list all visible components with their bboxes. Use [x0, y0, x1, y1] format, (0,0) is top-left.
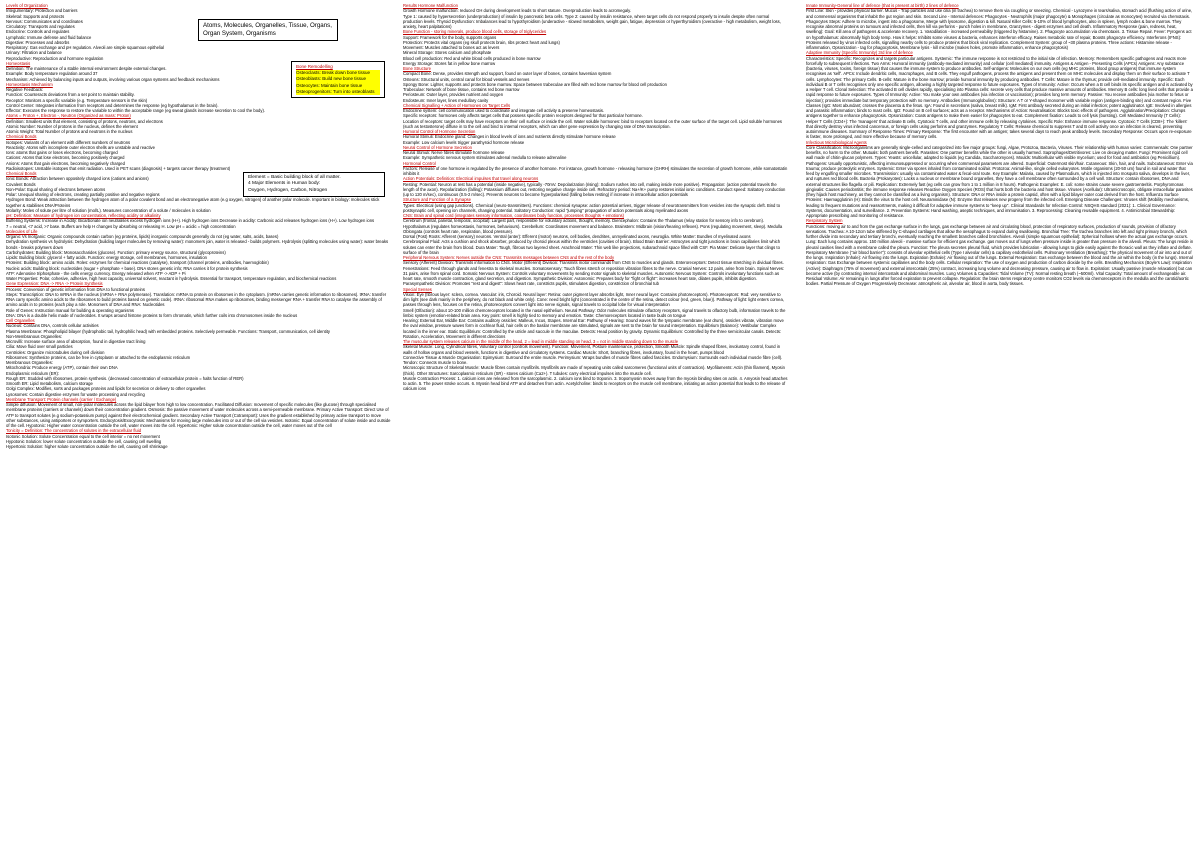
note-paragraph: Isotonic Solution: Solute Concentration equal to the cell interior = no net movement [6, 433, 160, 439]
section-heading: pH: Definition: Measure of hydrogen ion concentration, reflecting acidity or alkalinity [6, 213, 161, 218]
note-paragraph: Isotopes: Variants of an element with different numbers of neutrons [6, 139, 131, 145]
levels-of-organisation-box [198, 19, 338, 41]
note-paragraph: Protection: Protects vital organs (eg skull protects brain, ribs protect heart and lungs) [403, 39, 560, 45]
note-paragraph: Example: Low calcium levels trigger parathyroid hormone release [403, 139, 525, 145]
note-paragraph: Reactivity: Atoms with incomplete outer electron shells are unstable and reactive [6, 144, 155, 150]
note-paragraph: Support: Framework for the body, supports organs [403, 34, 497, 40]
note-paragraph: Example: Body temperature regulation around 37 [6, 71, 98, 77]
section-heading: Molecules of Life [6, 228, 38, 234]
note-paragraph: Smell (Olfaction): about 10-100 million chemoreceptors located in the nasal epithelium. Neural Pathway: Odor molecules stimulate olfactory receptors, signal travels to olfactory bulb, information travels to the limbic system (emotion-related brain area. Key point: smell is highly tied to memory and emotion. Taste: Chemoreceptors located in taste buds on tongue [403, 307, 786, 318]
note-paragraph: Plasma Membrane: Phospholipid bilayer (hydrophobic tail, hydrophilic head) with embedded proteins. Selectively permeable. Functions: Transport, communication, cell identity [6, 328, 330, 334]
section-heading: Infectious Microbiological Agents [806, 139, 867, 145]
note-paragraph: Ribosomes: Synthesize proteins, can be free in cytoplasm or attached to the endoplasmic reticulum [6, 354, 191, 360]
note-paragraph: Non-Membranous Organelles: [6, 333, 63, 339]
section-heading: Chemical Signalling + Action of Hormones on Target Cells [403, 102, 511, 108]
note-paragraph: Factors: Release of one hormone is regulated by the presence of another hormone. For instance, growth hormone - releasing hormone (GHRH) stimulates the secretion of growth hormone, while somatostatin inhibits it [403, 165, 788, 176]
remodel-box-title: Bone Remodelling [296, 64, 333, 69]
note-paragraph: Buffering Systems: Increase in Acidity: Bicarbonate ion neutralises excess hydrogen ions (H+). High hydrogen ions Decrease in acidity: Carbonic acid releases hydrogen ions (H+). Low hydrogen ions [6, 218, 375, 224]
section-heading: Tonicity = Definition: The concentration of solutes in the extracellular fluid [6, 428, 142, 434]
section-heading: Chemical Bonds [6, 134, 37, 140]
note-paragraph: Carbohydrates: Building block: Monosaccharides (glucose). Function: primary energy source, structural (glycoproteins) [6, 249, 226, 255]
note-paragraph: Effector: Executes the response to restore the variable to within the acceptable range (eg sweat glands increase secretion to cool the body). [6, 108, 265, 113]
elements-box [243, 172, 385, 197]
notes-column-3 [806, 3, 1194, 846]
section-heading: Humoral Control of Hormone Secretion [403, 129, 476, 134]
note-paragraph: Integumentary: Protection and barriers [6, 8, 78, 14]
note-paragraph: Cerebrospinal Fluid: Acts a cushion and shock absorber, produced by choroid plexus within the ventricles (cavities of brain). Blood Brain Barrier: Astrocytes and tight junctions in brain capillaries limit which solutes can enter the brain from blood. Dura Mater: Tough, fibrous two layered sheet. Arachnoid Mater: Thin web like projections, subarachnoid space filled with CSF. Pia Mater: Delicate layer that clings to surface of the brain [403, 239, 781, 255]
note-paragraph: Sensory (Afferent) Division: Transmits information to CNS. Motor (Efferent) Division: Transmits motor commands from CNS to muscles and glands. Enteroreceptors: Detect tissue stretching in dividual fibres. Fenestrations: Feed through glands and fenestra to skeletal muscles. Somatosensory: Touch fibres stretch or reposition vibration fibres to the nerve. Cranial Nerves: 12 pairs, arise from brain. Spinal Nerves: 31 pairs, arise from spinal cord. Somatic Nervous System: Controls voluntary movements by sending motor signals to skeletal muscles. Autonomic Nervous System: Controls involuntary functions such as heart rate, smooth muscle contraction, gland secretion, and digestion. Sympathetic Division: Autonomic: Prepares body for "fight or flight": increases heart rate, dilates pupils, inhibits digestion. Parasympathetic Division: Promotes "rest and digest": Slows heart rate, constricts pupils, stimulates digestion, constriction of bronchial tub [403, 260, 785, 287]
note-paragraph: Anions: Atoms that gain electrons, becoming negatively charged [6, 160, 125, 166]
note-paragraph: Polar: Unequal sharing of electrons, creating partially positive and negative regions [6, 192, 160, 197]
note-paragraph: Cerebrum (frontal, parietal, temporal, occipital): Largest part, responsible for voluntary actions, thought, memory. Diencephalon: Contains the Thalamus (relay station for sensory info to cerebrum). Hypothalamus (regulates homeostasis, hormones, behaviours). Cerebellum: Coordinates movement and balance. Brainstem: Midbrain (vision/hearing reflexes). Pons (regulating movement, sleep). Medulla Oblongata (controls heart rate, respiration, blood pressure). [403, 218, 783, 234]
note-paragraph: Compact Bone: Dense, provides strength and support, found on outer layer of bones, contains haversian system [403, 71, 612, 77]
note-paragraph: Atomic Number: Number of protons in the nucleus, defines the element [6, 123, 138, 129]
note-paragraph: Simple diffusion: Movement of small, non-polar molecules across the lipid bilayer from high to low concentration. Facilitated Diffusion: movement of specific molecules (like glucose) through specialised membrane proteins (carriers or channels) down their concentration gradient. Osmosis: the passive movement of water molecules across a semi-permeable membrane. Primary Active Transport: Direct Use of ATP to transport solutes (e.g sodium-potassium pump) against their electrochemical gradient. Secondary Active Transport (Cotransport): Uses the gradient established by primary active transport to move other substances, using antiporters or symporters. Endocytosis/Exocytosis: Mechanisms for moving large molecules into or out of the cell via vesicles. Isotonic: Equal concentration of solute inside and outside of the cell. Hypotonic: Higher water concentration outside the cell, water moves into the cell. Hypertonic: Higher solute concentration outside the cell, water moves out of the cell [6, 402, 391, 428]
note-paragraph: Mitochondria: Produce energy (ATP), contain their own DNA [6, 365, 118, 371]
note-paragraph: Trabeculae: Network of bone tissue, contains red bone marrow [403, 87, 520, 92]
section-heading: Action Potentials: Definition: Electrical impulses that travel along neurons [403, 176, 539, 182]
note-paragraph: Dorsal (Post) Roots: Afferent (sensory) neurons. Ventral (anter): Efferent (motor) neurons, cell bodies, dendrites, unmyelinated axons, neuroglia. White Matter: Bundles of myelinated axons [403, 234, 751, 239]
note-paragraph: Atomic Weight: Total Number of protons and neutrons in the nucleus [6, 129, 133, 134]
section-heading: Atoms = Proton +, Electron -, Neutron (Organized as mass: Proton) [6, 113, 131, 119]
section-heading: Membrane Transport: Protein channels (carrier / Exchange) [6, 396, 117, 402]
note-paragraph: Mineral Storage: Stores calcium and phosphate [403, 50, 492, 56]
section-heading: Bone Function - storing minerals, produce blood cells, storage of triglycerides [403, 29, 547, 35]
elements-box-line: Element = Basic building block of all matter. [248, 175, 341, 180]
note-paragraph: Spongy Bone: Lighter, supports and protects bone marrow. Space between trabeculae are filled with red bone marrow for blood cell production [403, 81, 667, 87]
section-heading: Chemical Bonds [6, 171, 37, 176]
section-heading: Special Senses [403, 286, 432, 292]
note-paragraph: Microscopic Structure of Skeletal Muscle: Muscle fibres contain myofibrils. Myofibrils are made of repeating units called sarcomeres (functional units of contraction). Myofilaments: Actin (thin filament), Myosin (thick). Other Structures: Sarcoplasmic reticulum (SR) - stores calcium (Ca2+). T tubules: carry electrical impulses into the muscle cell. [403, 365, 785, 376]
note-paragraph: Connective Tissue & Muscle Organisation: Epimysium: Surround the entire muscle. Perimysium: Wraps bundles of muscle fibres called fascicles. Endomysium: Surrounds each individual muscle fibre (cell). Tendon: Connects muscle to bone. [403, 354, 783, 365]
note-paragraph: Skeletal Muscle: Long, Cylindrical fibres, Voluntary control (controls movement). Function: Movement, Posture maintenance, protection, Smooth Muscle: Spindle shaped fibres, involuntary control, found in walls of hollow organs and blood vessels, functions in digestive and circulatory systems. Cardiac Muscle: Short, branching fibres, involuntary, found in the heart, pumps blood [403, 344, 781, 355]
note-paragraph: Mechanism: Achieved by balancing inputs and outputs, involving various organ systems and feedback mechanisms [6, 76, 220, 82]
note-paragraph: Circulatory: Transports and regulates [6, 24, 75, 29]
section-heading: Neural Control of Hormone Secretion [403, 144, 472, 150]
note-paragraph: Lysosomes: Contain digestive enzymes for waste processing and recycling [6, 391, 145, 397]
section-heading: Bone Structure [403, 66, 431, 71]
note-paragraph: Ionic Bonds: Attraction between oppositely charged ions (cations and anions) [6, 176, 149, 182]
note-paragraph: Nervous: Communicates and coordinates [6, 18, 83, 24]
note-paragraph: DNA: DNA is a double helix made of nucleotides. It wraps around histone proteins to form chromatin, which further coils into chromosomes inside the nucleus [6, 312, 298, 318]
remodel-box-item: Osteoclasts: Break down bone tissue [296, 70, 380, 76]
section-heading: Peripheral Nervous System: Nerves outside the CNS: Transmits messages between CNS and the rest of the body [403, 255, 615, 260]
note-paragraph: 7 = neutral, <7 acid, >7 base. Buffers are help H changes by absorbing or releasing H. Low pH = acidic = high concentration [6, 223, 236, 229]
note-paragraph: Osteons: Structural units, central canal for blood vessels and nerves [403, 76, 530, 82]
note-paragraph: First Line: Skin - provides physical barrier. Mucus - Trap particles and use cilia (in trachea) to remove them via coughing or sneezing. Chemical - Lysozyme in tears/saliva, stomach acid (flushing action of urine, and commensal organisms that inhabit the gut region and skin. Second Line - Internal defences: Phagocytes - Neutrophils (major phagocyte) & Monophages (circulate as monocytes) recruited via chemotaxis. Phagocytes Steps: Adhere to microbe, ingest into a phagosome, Merge with lysosome, digestion & kill. Natural Killer Cells: 5-10% of blood lymphocytes, also in spleen, lymph nodes & bone marrow. They recognise abnormal proteins on tumours and infected cells, then kill via perforins - punch holes in membrane, Granzymes - digest enzymes and cell death. Inflammatory Response (pain, redness, heat, swelling): Goal: Kill area of pathogens & accelerate recovery. 1. Vasodilation - increased permeability (triggered by histamine). 2. Phagocyte accumulation via chemotaxis. 3. Tissue Repair. Fever: Pyrogens act on hypothalamus: abnormally high body temp. How it helps: Inhibits some viruses & bacteria, enhances interferon efficacy, Raises metabolic rate of repair, Boosts phagocyte efficiency. Interferons (IFNS): Proteins released by virus infected cells, signalling nearby cells to produce proteins that block viral replication. Complement System: group of ~30 plasma proteins. Three actions: Histamine release - inflammation, Opsonization - tag for phagocytosis, Membrane lysis - kill microbe (makes holes, promote inflammation, enhance phagocytosis) [806, 8, 1193, 50]
section-heading: Gene Expression: DNA -> RNA -> Protein Synthesis [6, 281, 103, 287]
bone-remodelling-box [291, 61, 385, 98]
note-paragraph: Characteristics: Specific: Recognizes and targets particular antigens. Systemic: The immune response is not restricted to the initial site of infection. Memory: Remembers specific pathogens and reacts more forcefully to subsequent infections. Two Arms: Humoral immunity (antibody-mediated immunity) and cellular (cell mediated) immunity. Antigens & Antigen - Presenting Cells (APCs) Antigens: Any substance (bacteria, viruses, toxins, foreign tissue) that causes the immune system to produce antibodies. Self-antigens: Molecules on our own cells (eg MHC proteins, blood group antigens) that immune system recognises as 'self'. APCs: Include dendritic cells, macrophages, and B cells. They engulf pathogens, process the antigens and present them on MHC molecules and display them on their surface to activate T cells. Lymphocytes: The primary Cells. B-cells: Mature in the bone marrow; provide humoral immunity by producing antibodies. T Cells: Mature in the thymus; provide cell-mediated immunity. Specific: Each individual B or T cells recognises only one specific antigen, allowing a highly targeted response to future exposures. Types of Immunity: Active: Occurs when a B cell binds its specific antigen and is activated by a Helper T cell. Clonal Selection: The activated B cell divides rapidly, specialising into Plasma cells: secrete very cells that produce massive amounts of antibodies. Memory B cells: long lived cells that provide a rapid response to future exposures. Types of Immunity: Active: You make your own antibodies (via infection or vaccination); provides long term memory. Passive: You receive antibodies (via mother to fetus or injection); provides immediate but temporary protection with no memory. Antibodies (Immunoglobulins): Structure: A T or Y-shaped monomer with variable region (antigen-binding site) and constant region. Five Classes (IgG: Most abundant; crosses the placenta & the fetus. IgA: Found in secretions (saliva, breast milk). IgM: First antibody secreted during an initial infection; potent agglutinator. IgE: Involved in allergies and parasitic inflammation; binds to mast cells. IgD: Found on B cell surfaces; acts as a receptor. Mechanisms of Action: Neutralisation: Blocks toxic effects of pathogens. Agglutination/Precipitation: Clumps antigens together to enhance phagocytosis. Opsonization: Coats antigens to make them easier for phagocytes to eat. Complement fixation: Leads to cell lysis (bursting). Cell Mediated Immunity (T Cells): Helper T Cells (CD4+): The 'managers' that activate B cells, Cytotoxic T cells, and other immune cells by releasing cytokines. Specific Role: Enhance immune response. Cytotoxic T Cells (CD8+): The 'killers' that directly destroy virus infected cancerous, or foreign cells using perforins and granzymes. Regulatory T Cells: Release chemical to suppress T and B cell activity once an infection is cleared, preventing autoimmune diseases. Summary of Response Times: Primary Response: The first encounter with an antigen; takes several days to reach peak antibody levels. Secondary Response: Occurs upon re-exposure is faster, more prolonged, and more effective because of memory cells. [806, 55, 1193, 140]
note-paragraph: Type 1: caused by hypersecretion (underproduction) of insulin by pancreatic beta cells. Type 2: caused by insulin resistance, where target cells do not respond properly to insulin despite often normal production levels. Thyroid Dysfunction: Imbalances lead to hypothyroidism (underactive - slowed metabolism, weight gain, fatigue, depression or hyperthyroidism (overactive - high metabolism, weight loss, anxiety, heart palpitations) [403, 13, 781, 29]
note-paragraph: Endocrine system: cell communication used to coordinate and integrate cell activity & preserve homeostasis. [403, 108, 605, 113]
note-paragraph: Digestive: Processes and absorbs [6, 39, 70, 45]
note-paragraph: Dehydration synthesis vs hydrolysis: Dehydration (building larger molecules by removing water): monomers join, water is released - builds polymers. Hydrolysis (splitting molecules using water): water breaks bonds - breaks polymers down [6, 239, 389, 250]
note-paragraph: Movement: Muscles attached to bones act as levers [403, 45, 500, 50]
note-paragraph: Nucleus: Contains DNA, controls cellular activities [6, 323, 99, 329]
note-paragraph: Rough ER: Studded with ribosomes, protein synthesis. (decreased concentration of extracellular protein = halts function of RER) [6, 375, 244, 381]
note-paragraph: Process: Conversion of genetic information from DNA to functional proteins [6, 286, 145, 292]
note-paragraph: Molarity: Moles of solute per litre of solution (mol/L). Measures concentration of a solute / molecules in solution [6, 207, 211, 213]
note-paragraph: Ions: atoms that gains or loses electrons, becoming charged [6, 150, 118, 155]
note-paragraph: Radioisotopes: Unstable isotopes that emit radiation. Used in PET scans (diagnosis) + targets cancer therapy (treatment) [6, 165, 231, 171]
remodel-box-item: Osteocytes: Maintain bone tissue [296, 83, 380, 89]
section-heading: CNS: Brain and spinal cord (integrates sensory information, coordinates body function, processes thoughts + emotions) [403, 213, 625, 218]
note-paragraph: Hearing: External Ear, Middle Ear: Contains auditory ossicles: Malleus, Incus, Stapes. Internal Ear: Pathway of Hearing: Sound waves hit the tympanic membrane (ear drum), ossicles vibrate, vibration move the oval window, pressure waves form in cochlear fluid, hair cells on the basilar membrane are stimulated, signals are sent to the brain for sound interpretation. Equilibrium (Balance): Vestibular Complex located in the inner ear. Static Equilibrium: Controlled by the utricle and saccule in the maculae. Detects: Head position by gravity. Dynamic Equilibrium: Controlled by the three semicircular canals. Detects: Rotation, Acceleration, Movement in different directions [403, 318, 784, 339]
section-heading: Respiratory System [806, 218, 843, 224]
remodel-box-item: Osteoprogenitors: Turn into osteoblasts [296, 89, 380, 95]
note-paragraph: Definition: The maintenance of a stable internal environment despite external changes. [6, 66, 167, 71]
note-paragraph: Energy Storage: Stores fat in yellow bone marrow [403, 60, 496, 66]
note-paragraph: Hypertonic Solution: higher solute concentration outside the cell, causing cell shrinkage [6, 444, 168, 449]
note-paragraph: Endosteum: Inner layer, lines medullary cavity [403, 97, 489, 103]
note-paragraph: Definition: Smallest units that element, consisting of protons, neutrons, and electrons [6, 118, 163, 124]
note-paragraph: Covalent Bonds [6, 181, 36, 187]
note-paragraph: Nucleic acids: Building block: nucleotides (sugar + phosphate + base). DNA stores genetic info; RNA carries it for protein synthesis [6, 265, 248, 271]
note-paragraph: Specific receptors: hormones only affects target cells that possess specific protein receptors designed for that particular hormone. [403, 113, 643, 119]
section-heading: Homeostasis [6, 60, 31, 66]
note-paragraph: Functions: moving air to and from the gas exchange surface in the lungs, gas exchange between air and circulating blood, protection of respiratory surfaces, production of sounds, provision of olfactory sensations. Trachea: A 10-12cm tube stiffened by C-shaped cartilages that allow the oesophagus to expand during swallowing. Bronchial Tree: The trachea branches into left and right primary bronchi, which further divide into secondary and tertiary bronchi, eventually reaching the smallest branches called bronchioles. Alveoli (simple squamous epithelial): Spherical hollows where the actual gas exchange occurs. Lung: Each lung contains approx. 150 million alveoli - massive surface for efficient gas exchange. gas moves out of lungs when pressure inside is greater than pressure in the alveoli. Pleura: The lungs reside in pleural cavities lined with a membrane called the pleura. Function: The pleura secretes pleural fluid, which provides lubrication - allowing lungs to glide easily against the thoracic wall as they inflate and deflate. Respiratory Membrane ("air blood barrier"): consists of alveolar epithelial cells (Type I alveolar cells) & capillary endothelial cells. Pulmonary Ventilation (Breathing): The physical movement of air into and out of the lungs. Inspiration (Inhale): Air flowing into the lungs. Expiration (Exhale): Air flowing out of the lungs. External Respiration: Gas exchange between the blood and the air within the body (in the lungs). Internal respiration: Gas Exchange between systemic capillaries and the body cells. Cellular respiration: The use of oxygen and production of carbon dioxide by the cells. Breathing Mechanics (Boyle's Law): Inspiration (Active): Diaphragm (75% of movement) and external intercostals (25%) contract, increasing lung volume and decreasing pressure, causing air to flow in. Expiration: Usually passive (muscle relaxation) but can become active (by contracting internal intercostals and abdominal muscles. Lung Volumes & Capacities: Tidal Volume (TV): Normal resting breath (~500ml). Vital Capacity: Total amount of exchangeable air. Residual Volume: Air remaining in lungs after forced expiration to prevent collapse. Regulation: the brain stems respiratory centre monitors CO2 levels via chemoreceptors in the medulla and the carotid/aortic bodies. Partial Pressure of Oxygen Progressively Decrease: atmospheric air, alveolar air, blood in aorta, body tissues. [806, 223, 1194, 287]
note-paragraph: Negative Feedback: [6, 87, 44, 92]
note-paragraph: Example: Sympathetic nervous system stimulates adrenal medulla to release adrenaline [403, 155, 567, 161]
elements-box-line: 4 Major Elements in Human body: [248, 181, 321, 187]
note-paragraph: Function: Counteracts deviations from a set point to maintain stability. [6, 92, 135, 98]
section-heading: Hormonal Control [403, 160, 436, 166]
note-paragraph: Resting: Potential: Neuron at rest has a potential (inside negative), typically -70mV. Depolarization (rising): Sodium rushes into cell, making inside more positive). Propagation: (action potential travels the length of the axon). Repolarization (falling): Potassium diffuses out, restoring negative charge inside cell. Refractory period: Na+/K+ pump restores initial ionic conditions. Conduct speed: Saltatory conduction (up to 120 m/sec), continuous (0.5-2 m/sec). Prevents neurons to become hyperpolarised (falling below resting) if increase in intracellular action potentials [403, 181, 786, 197]
note-paragraph: Organic Vs Inorganic: Organic compounds contain carbon (eg proteins, lipids) inorganic compounds generally do not (eg water, salts, acids, bases) [6, 234, 279, 239]
notes-column-2 [403, 3, 788, 846]
note-paragraph: Cations: Atoms that lose electrons, becoming positively charged [6, 155, 125, 161]
remodel-box-item: Osteoblasts: Build new bone tissue [296, 76, 380, 82]
section-heading: Structure and Function of a Synapse [403, 197, 471, 203]
note-paragraph: Periosteum: Outer layer, provides nutrient and oxygen [403, 92, 504, 98]
section-heading: The muscular system releases calcium in the middle of the head, 2 = lead in middle standing on head, 3 = not in middle standing down to the muscle [403, 339, 679, 344]
note-paragraph: Growth Hormone malfunction: reduced GH during development leads to short stature. Overproduction leads to acromegaly. [403, 8, 632, 14]
note-paragraph: Endoplasmic reticulum (ER): [6, 370, 60, 376]
note-paragraph: Cilia: Move fluid over small particles [6, 344, 73, 350]
note-paragraph: Blood cell production: Red and white blood cells produced in bone marrow [403, 55, 541, 61]
note-paragraph: Urinary: Filtration and balance [6, 50, 62, 56]
note-paragraph: Lipids: Building block: glycerol + fatty acids. Function: energy storage, cell membranes, hormones, insulation [6, 255, 207, 260]
section-heading: Cell Organelles [6, 318, 35, 323]
note-paragraph: Non-Polar: Equal sharing of electrons between atoms [6, 186, 106, 192]
note-paragraph: Membranous Organelles: [6, 360, 54, 365]
elements-box-line: Oxygen, Hydrogen, Carbon, Nitrogen [248, 187, 328, 193]
levels-box-text: Atoms, Molecules, Organelles, Tissue, Organs, Organ System, Organisms [203, 22, 332, 38]
note-paragraph: Proteins: Building block: amino acids. Roles: enzymes for chemical reactions (catalyse), transport (channel proteins, antibodies, haemoglobin) [6, 260, 269, 266]
section-heading: Homeostasis Mechanism [6, 81, 53, 87]
note-paragraph: Skeletal: Supports and protects [6, 13, 65, 19]
note-paragraph: Muscle Contraction Process: 1. calcium ions are released from the sarcoplasmic. 2. calcium ions bind to troponin. 3. tropomyosin moves away from the myosin binding sites on actin. 4. Amyosin head attaches to actin. 5. The power stroke occurs. 6. Myosin head bind ATP and detaches from actin. Acetylcholine: binds to receptors on the muscle cell membrane, initiating an action potential that leads to the release of calcium ions [403, 375, 788, 392]
notes-column-1 [6, 3, 391, 846]
note-paragraph: Role of Genes: Instruction manual for building & operating organisms [6, 307, 135, 313]
note-paragraph: Respiratory: Gas exchange and pH regulation. Alveoli are simple squamous epithelial [6, 45, 165, 50]
note-paragraph: Location of receptors: target cells may have receptors on their cell surface or inside the cell. Water soluble hormones: bind to receptors located on the outer surface of the target cell. Lipid soluble hormones (such as testosterone) diffuse in to the cell and bind to internal receptors, which can alter gene expression by changing rate of DNA transcription. [403, 118, 783, 129]
note-paragraph: Water Properties: Polar, cohesive, adhesive, high heat capacity, universal solvent, reactant in hydrolysis. Essential for transport, temperature regulation, and biochemical reactions [6, 276, 337, 281]
note-paragraph: Golgi Complex: Modifies, sorts and packages proteins and lipids for secretion or delivery to other organelles [6, 386, 206, 392]
note-paragraph: Microvilli: Increase surface area of absorption, found in digestive tract lining [6, 339, 146, 344]
note-paragraph: Steps: Transcription: DNA to mRNA in the nucleus (mRNA + RNA polymerase). Translation: mRNA to protein on ribosomes in the cytoplasm. (mRNA carries genetic information to ribosomes). tRNA: transfer RNA carry specific amino acids to the ribosomes to build proteins based on genetic code). rRNA: ribosomal RNA makes up ribosomes, binding messenger RNA + transfer RNA to catalyse the assembly of amino acids in to proteins (each play a role. Monomers of DNA and RNA: Nucleotides [6, 291, 387, 308]
note-paragraph: Centrioles: Organize microtubules during cell division [6, 349, 105, 355]
section-heading: Levels of Organization [6, 3, 48, 8]
note-paragraph: Control Center: Integrates information from receptors and determines the response (eg hypothalamus in the brain). [6, 102, 219, 108]
note-paragraph: Vision: Eye (fibrous layer: sclera, cornea. Vascular: iris, Choroid. Neural layer: Retina: outer pigment layer absorbs light, Inner neural layer: Contains photoreceptors). Photoreceptors: Rod: very sensitive to dim light (see dark mainly in the periphery, do not black and white only). Cone: need bright light (concentrated in the centre of the retina, detect colour (red, green, blue)). Pathway of light: light enters cornea, passes through lens, focuses on the retina, photoreceptors convert light into nerve signals, signal travels to occipital lobe for visual interpretation [403, 291, 784, 308]
note-paragraph: Receptor: Monitors a specific variable (e.g. Temperature sensors in the skin) [6, 97, 148, 103]
note-paragraph: Reproductive: Reproduction and hormone regulation [6, 55, 104, 61]
note-paragraph: Neural Stimuli: Nerve fibres stimulate hormone release [403, 150, 505, 155]
note-paragraph: Hydrogen Bond: Weak attraction between the hydrogen atom of a polar covalent bond and an electronegative atom (e.g oxygen, nitrogen) of another polar molecule. Important in biology: molecules stick together & stabilises DNA/Proteins [6, 197, 380, 208]
note-paragraph: Hypotonic Solution: lower solute concentration outside the cell, causing cell swelling [6, 438, 162, 444]
note-paragraph: Types: Electrical (using gap junctions). Chemical (neuro-transmitters). Functions: chemical synapse: action potential arrives, trigger release of neurotransmitters from vesicles into the synaptic cleft. Bind to postsynaptic cell, opening ion channels, changing potential. Saltatory Conduction: rapid "jumping" propagation of action potentials along myelinated axons [403, 202, 781, 213]
section-heading: Innate Immunity-General line of defence (that is present at birth) 2 lines of defence [806, 3, 959, 8]
note-paragraph: Smooth ER: Lipid metabolism, calcium storage [6, 381, 93, 386]
section-heading: Results Hormone Malfunction [403, 3, 458, 8]
note-paragraph: Lymphatic: Immune defense and fluid balance [6, 34, 92, 40]
note-paragraph: ATP: Adenosine triphosphate - the cells energy currency. Energy released when ATP -> ADP + Pi [6, 270, 186, 276]
note-paragraph: Core Classification: Microorganisms are generally single-celled and categorized into five major groups: fungi, Algae, Protozoa, Bacteria, Viruses. Their relationship with human varies: Commensals: One partner benefits, no harm to the other. Mutuals: both partners benefit. Parasites: One partner benefits while the other is usually harmed. Saprophages/Detritivores: Live on decaying matter. Fungi: Prominent rigid cell wall made of chitin-glucan polymers. Types: Yeasts: unicellular, adapted to liquids (eg Candida, Saccharomyces). Moulds: Multicellular with visible mycelium; used for food and antibiotics (eg Penicillium). Pathogens: Usually opportunistic, affecting immunosuppressed or occurring when commensal parameters are altered. Superficial: Outermost skin/hair. Cutaneous: Skin, hair, and nails. Subcutaneous: Enter via trauma; produce proteolytic enzymes. Systemic: Enter via spores inhaled from contaminated soil/air. Protozoa: Animal-like, single celled eukaryotes. Motile organisms (20-50 um) found in soil and water that feed by engulfing smaller microbes. Transmission: usually via contaminated water & fecal-oral route. Key Example: Malaria, caused by Plasmodium, which is injected into mosquito saliva, develops in the liver, and ruptures red blood cells. Bacteria (Prokaryotes): Lacks a nucleus or membrane bound organelles, they have a cell membrane often surrounded by a cell wall. Structure: contain ribosomes, DNA and external structures like flagella or pili. Replication: Extremely fast (eg cells can grow from 1 to 1 million in 8 hours). Pathogenic Examples: E. coli: some strains cause severe gastroenteritis. Porphyromonas gingivalis: Causes periodontitis; the immune response releases Reactive Oxygen Species (ROS) that hurts both the bacteria and host tissue. Viruses (Acellular): Ultramicroscopic, obligate intracellular parasites (they hijack host machinery, as they cannot be classified as a living organism). Structure: DNA or RNA inside a protein capsid, often with a lipid bilayer outer coat derived from the host. Influenza Surface Proteins: Haemagglutinin (H): Binds the virus to the host cell. Neuraminidase (N): Enzyme that releases new progeny from the infected cell. Emerging Disease Challenges: Viruses shift (Mobility mechanisms, leading to frequent mutations and reassortments, making it difficult for adaptive immune systems to "keep up". Clinical Standards for Infection Control: NSQHS standard (2021): 1. Clinical Governance: Systems, documentation, and surveillance. 2. Prevention Systems: Hand washing, aseptic techniques, and immunisation. 3. Reprocessing: Cleaning reusable equipment. 4. Antimicrobial Stewardship: Appropriate prescribing and monitoring of resistance. [806, 144, 1193, 218]
note-paragraph: Endocrine: Controls and regulates [6, 29, 70, 35]
note-paragraph: Humoral Stimuli: Endocrine gland: Changes in blood levels of ions and nutrients directly stimulate hormone release [403, 134, 616, 140]
section-heading: Adaptive Immunity (Specific Immunity) 3rd line of defence [806, 50, 913, 56]
